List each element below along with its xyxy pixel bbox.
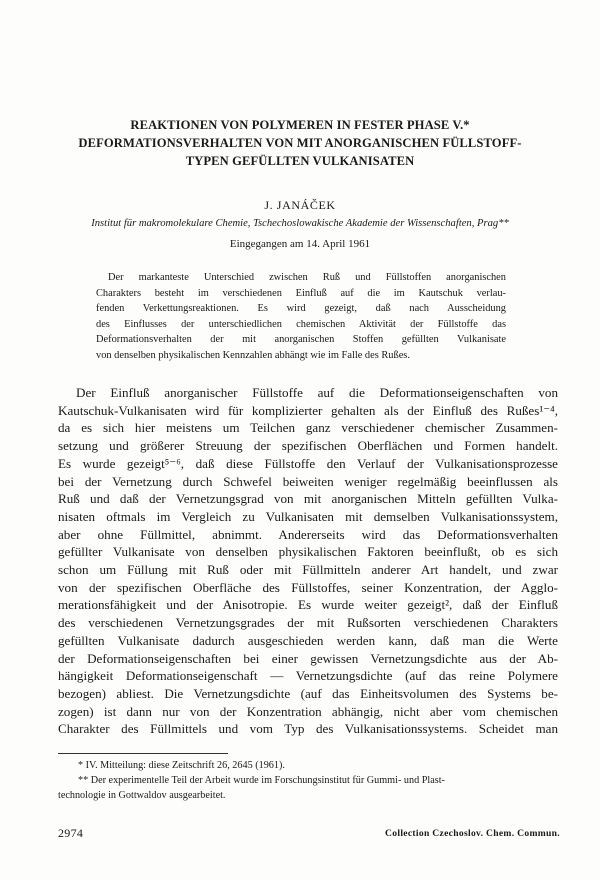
body-line: gefüllter Vulkanisate von denselben physikalischen Faktoren beeinflußt, ob es sich bbox=[58, 544, 558, 560]
body-line: bezogen) abliest. Die Vernetzungsdichte (auf das Einheitsvolumen des Systems be- bbox=[58, 685, 558, 701]
body-line: Der Einfluß anorganischer Füllstoffe auf die Deformationseigenschaften von bbox=[76, 385, 558, 400]
footnote-divider bbox=[58, 753, 228, 754]
body-line: von der spezifischen Oberfläche des Füllstoffes, seiner Konzentration, der Agglo- bbox=[58, 579, 558, 595]
author: J. JANÁČEK bbox=[264, 198, 336, 212]
body-line: des verschiedenen Vernetzungsgrades der mit Rußsorten verschiedenen Charakters bbox=[58, 615, 558, 631]
abstract-line: von denselben physikalischen Kennzahlen abhängt wie im Falle des Rußes. bbox=[96, 349, 410, 361]
title-line-2: DEFORMATIONSVERHALTEN VON MIT ANORGANISCHEN FÜLLSTOFF- bbox=[78, 136, 522, 150]
body-line: da es sich hier meistens um Teilchen ganz verschiedener chemischer Zusammen- bbox=[58, 420, 558, 436]
footnote-1: * IV. Mitteilung: diese Zeitschrift 26, 2645 (1961). bbox=[78, 760, 285, 771]
body-line: Charakter des Füllmittels und vom Typ des Vulkanisationssystems. Scheidet man bbox=[58, 721, 558, 737]
journal-name: Collection Czechoslov. Chem. Commun. bbox=[385, 828, 560, 839]
body-line: bei der Vernetzung durch Schwefel beiweiten weniger regelmäßig beeinflussen als bbox=[58, 473, 558, 489]
title-line-3: TYPEN GEFÜLLTEN VULKANISATEN bbox=[185, 154, 415, 168]
footnotes bbox=[58, 758, 558, 803]
abstract-line: Charakters besteht im verschiedenen Einfluß auf die im Kautschuk verlau- bbox=[96, 287, 506, 299]
title-line-1: REAKTIONEN VON POLYMEREN IN FESTER PHASE V.* bbox=[130, 118, 470, 132]
institute: Institut für makromolekulare Chemie, Tschechoslowakische Akademie der Wissenschaften, Prag** bbox=[91, 218, 509, 229]
body-line: hängigkeit Deformationseigenschaft — Vernetzungsdichte (auf das reine Polymere bbox=[58, 668, 558, 684]
body-line: der Deformationseigenschaften bei einer gewissen Vernetzungsdichte aus der Ab- bbox=[58, 650, 558, 666]
abstract-line: Der markanteste Unterschied zwischen Ruß und Füllstoffen anorganischen bbox=[108, 272, 506, 283]
body-line: Es wurde gezeigt⁵⁻⁶, daß diese Füllstoffe den Verlauf der Vulkanisationsprozesse bbox=[58, 455, 558, 471]
body-text bbox=[58, 384, 558, 738]
body-line: schon um Füllung mit Ruß oder mit Füllmitteln anderer Art handelt, und zwar bbox=[58, 562, 558, 578]
body-line: Kautschuk-Vulkanisaten wird für komplizierter gehalten als der Einfluß des Rußes¹⁻⁴, bbox=[58, 402, 558, 418]
abstract-line: Deformationsverhalten der mit anorganischen Stoffen gefüllten Vulkanisate bbox=[96, 334, 506, 345]
abstract-line: fenden Verkettungsreaktionen. Es wird gezeigt, daß nach Ausscheidung bbox=[96, 303, 506, 314]
page-number: 2974 bbox=[58, 826, 84, 840]
body-line: gefüllten Vulkanisate dadurch ausgeschieden werden kann, daß man die Werte bbox=[58, 632, 558, 648]
article-title bbox=[40, 116, 560, 170]
received-date: Eingegangen am 14. April 1961 bbox=[229, 238, 371, 250]
abstract-line: des Einflusses der unterschiedlichen chemischen Aktivität der Füllstoffe das bbox=[96, 318, 506, 330]
footnote-2-continuation: technologie in Gottwaldov ausgearbeitet. bbox=[58, 790, 226, 801]
body-line: merationsfähigkeit und der Anisotropie. Es wurde weiter gezeigt², daß der Einfluß bbox=[58, 597, 558, 613]
footnote-2: ** Der experimentelle Teil der Arbeit wurde im Forschungsinstitut für Gummi- und Plast- bbox=[78, 775, 445, 786]
abstract bbox=[96, 270, 506, 363]
body-line: zogen) ist dann nur von der Konzentration abhängig, nicht aber vom chemischen bbox=[58, 703, 558, 719]
body-line: nisaten oftmals im Vergleich zu Vulkanisaten mit demselben Vulkanisationssystem, bbox=[58, 508, 558, 524]
body-line: setzung und größerer Streuung der spezifischen Oberflächen und Formen handelt. bbox=[58, 438, 558, 454]
body-line: aber ohne Füllmittel, abnimmt. Andererseits wird das Deformationsverhalten bbox=[58, 526, 558, 542]
body-line: Ruß und daß der Vernetzungsgrad von mit anorganischen Mitteln gefüllten Vulka- bbox=[58, 491, 558, 507]
